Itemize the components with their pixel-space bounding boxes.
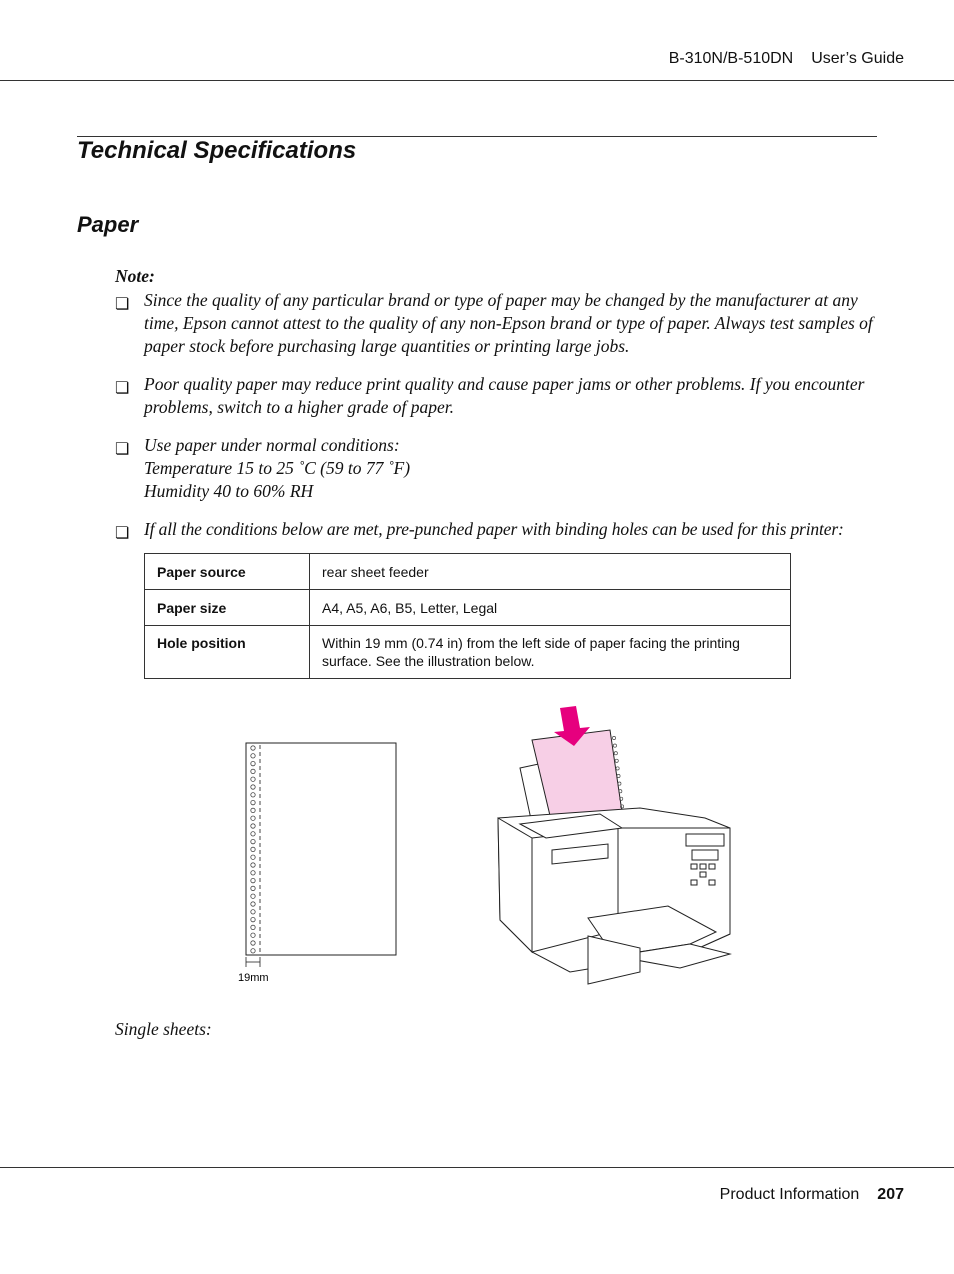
- note-bullet-text: Since the quality of any particular brand or type of paper may be changed by the manufacturer at any time, Epson cannot attest to the quality of any non-Epson brand or type of paper. Always test samples of paper stock before purchasing large quantities or printing large jobs.: [144, 290, 873, 356]
- checkbox-bullet-icon: ❏: [115, 523, 130, 542]
- note-bullet: [115, 289, 880, 358]
- header-rule: [0, 80, 954, 81]
- note-block: [115, 265, 880, 556]
- punched-sheet-illustration: [230, 735, 410, 990]
- running-footer: [720, 1186, 904, 1204]
- note-bullet-text: Humidity 40 to 60% RH: [144, 481, 314, 501]
- single-sheets-label: Single sheets:: [115, 1019, 212, 1039]
- table-key: Paper size: [145, 590, 310, 626]
- table-key: Hole position: [145, 626, 310, 679]
- page-number: 207: [877, 1186, 904, 1203]
- spec-table: [144, 553, 791, 679]
- note-bullet-text: Poor quality paper may reduce print quality and cause paper jams or other problems. If you encounter problems, switch to a higher grade of paper.: [144, 374, 865, 417]
- note-bullet-text: If all the conditions below are met, pre-punched paper with binding holes can be used for this printer:: [144, 519, 844, 539]
- note-bullet: [115, 373, 880, 419]
- table-key: Paper source: [145, 554, 310, 590]
- table-row: [145, 626, 791, 679]
- table-value: Within 19 mm (0.74 in) from the left side of paper facing the printing surface. See the illustration below.: [310, 626, 791, 679]
- header-model: B-310N/B-510DN: [668, 50, 794, 67]
- note-bullet-text: Use paper under normal conditions:: [144, 435, 400, 455]
- subsection-title: Paper: [77, 212, 139, 237]
- checkbox-bullet-icon: ❏: [115, 378, 130, 397]
- note-bullet: [115, 434, 880, 503]
- header-guide: User’s Guide: [811, 50, 904, 67]
- checkbox-bullet-icon: ❏: [115, 294, 130, 313]
- footer-section: Product Information: [719, 1186, 860, 1203]
- running-header: [669, 50, 904, 68]
- note-label: Note:: [115, 266, 155, 286]
- table-value: rear sheet feeder: [310, 554, 791, 590]
- table-row: [145, 554, 791, 590]
- table-row: [145, 590, 791, 626]
- table-value: A4, A5, A6, B5, Letter, Legal: [310, 590, 791, 626]
- footer-rule: [0, 1167, 954, 1168]
- printer-illustration: [490, 700, 740, 995]
- section-title: Technical Specifications: [77, 137, 357, 164]
- note-bullet-text: Temperature 15 to 25 ˚C (59 to 77 ˚F): [144, 458, 411, 478]
- note-bullet: [115, 518, 880, 541]
- dimension-label: 19mm: [238, 972, 269, 984]
- checkbox-bullet-icon: ❏: [115, 439, 130, 458]
